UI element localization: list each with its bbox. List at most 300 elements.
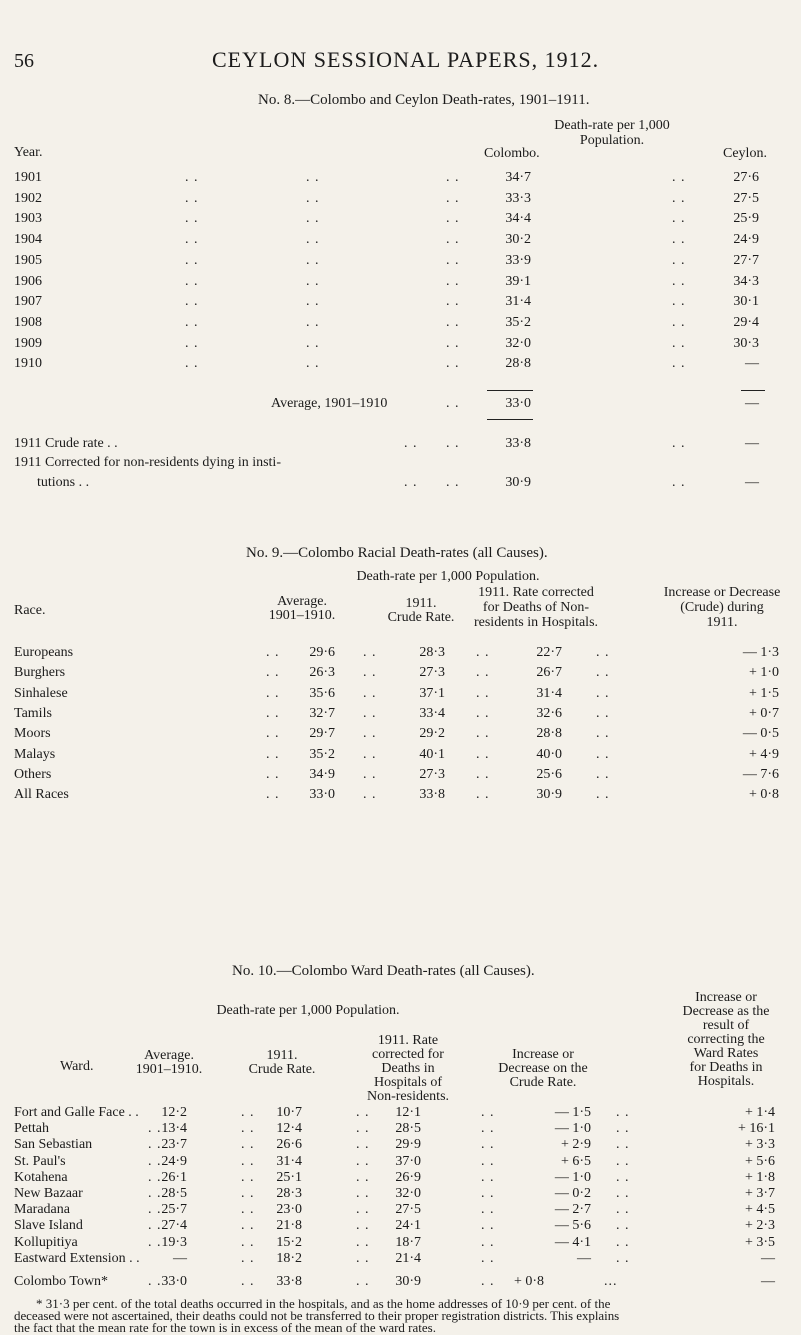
leader-dots: . . — [476, 746, 490, 762]
leader-dots: . . — [241, 1153, 255, 1169]
corrected-rate-cell: 24·1 — [395, 1218, 421, 1234]
average-cell: 29·7 — [309, 726, 335, 742]
leader-dots: . . — [616, 1202, 630, 1218]
leader-dots: . . — [356, 1105, 370, 1120]
average-cell: 32·7 — [309, 705, 335, 721]
column-header-ward: Ward. — [60, 1059, 94, 1074]
increase-cell: — 0·5 — [742, 726, 779, 742]
column-header-result-2: Decrease as the — [682, 1004, 770, 1019]
leader-dots: . . — [356, 1250, 370, 1266]
column-header-result: Increase or — [695, 990, 757, 1005]
leader-dots: . . — [148, 1121, 162, 1137]
corrected-rate-cell: 29·9 — [395, 1137, 421, 1153]
leader-dots: . . — [185, 294, 199, 310]
corrected-rate-cell: 27·5 — [395, 1202, 421, 1218]
leader-dots: . . — [672, 335, 686, 351]
colombo-rate-cell: 35·2 — [505, 314, 531, 330]
column-header-crude-rate: Crude Rate. — [387, 610, 455, 625]
column-header-average-years: 1901–1910. — [268, 608, 336, 623]
leader-dots: . . — [241, 1169, 255, 1185]
colombo-rate-cell: 39·1 — [505, 273, 531, 289]
ward-cell: St. Paul's — [14, 1153, 66, 1169]
colombo-rate-cell: 31·4 — [505, 294, 531, 310]
race-cell: Tamils — [14, 705, 52, 721]
leader-dots: . . — [672, 211, 686, 227]
increase-cell: + 4·9 — [748, 746, 779, 762]
leader-dots: . . — [306, 314, 320, 330]
table-8-heading-sub: Population. — [579, 133, 645, 148]
corrected-rate-cell: 37·0 — [395, 1153, 421, 1169]
leader-dots: . . — [672, 190, 686, 206]
year-cell: 1910 — [14, 356, 42, 372]
leader-dots: . . — [446, 475, 460, 490]
leader-dots: . . — [481, 1169, 495, 1185]
leader-dots: . . — [356, 1234, 370, 1250]
leader-dots: . . — [148, 1169, 162, 1185]
ward-cell: Fort and Galle Face . . — [14, 1105, 139, 1120]
corrected-rate-colombo: 30·9 — [505, 475, 531, 490]
leader-dots: . . — [476, 645, 490, 660]
leader-dots: . . — [363, 665, 377, 681]
leader-dots: . . — [672, 232, 686, 248]
leader-dots: . . — [672, 314, 686, 330]
leader-dots: . . — [672, 294, 686, 310]
column-header-corrected-3: residents in Hospitals. — [473, 615, 599, 630]
result-cell: + 5·6 — [744, 1153, 775, 1169]
column-header-increase: Increase or Decrease — [663, 585, 781, 600]
leader-dots: . . — [596, 787, 610, 803]
crude-rate-cell: 23·0 — [276, 1202, 302, 1218]
year-cell: 1909 — [14, 335, 42, 351]
column-header-corrected-4: Hospitals of — [373, 1075, 443, 1090]
increase-cell: + 1·0 — [748, 665, 779, 681]
leader-dots: . . — [148, 1137, 162, 1153]
crude-rate-cell: 27·3 — [419, 665, 445, 681]
colombo-rate-cell: 32·0 — [505, 335, 531, 351]
total-average: 33·0 — [161, 1274, 187, 1289]
year-cell: 1903 — [14, 211, 42, 227]
leader-dots: . . — [481, 1218, 495, 1234]
leader-dots: . . — [185, 252, 199, 268]
leader-dots: . . — [616, 1137, 630, 1153]
leader-dots: . . — [596, 685, 610, 701]
result-cell: + 2·3 — [744, 1218, 775, 1234]
ceylon-rate-cell: 34·3 — [733, 273, 759, 289]
leader-dots: . . — [481, 1234, 495, 1250]
leader-dots: . . — [446, 170, 460, 185]
race-cell: Europeans — [14, 645, 74, 660]
leader-dots: . . — [241, 1105, 255, 1120]
column-header-increase: Increase or — [512, 1047, 574, 1062]
leader-dots: . . — [596, 645, 610, 660]
leader-dots: . . — [363, 685, 377, 701]
column-header-result-6: for Deaths in — [689, 1060, 763, 1075]
ward-cell: Eastward Extension . . — [14, 1250, 140, 1266]
corrected-rate-cell: 32·0 — [395, 1186, 421, 1201]
leader-dots: . . — [266, 787, 280, 803]
corrected-rate-cell: 28·5 — [395, 1121, 421, 1137]
total-ward: Colombo Town* — [14, 1274, 109, 1289]
column-header-average: Average. — [144, 1048, 194, 1063]
leader-dots: . . — [616, 1234, 630, 1250]
increase-cell: — 5·6 — [554, 1218, 591, 1234]
corrected-rate-cell: 31·4 — [536, 685, 562, 701]
leader-dots: . . — [616, 1105, 630, 1120]
average-cell: 27·4 — [161, 1218, 187, 1234]
leader-dots: . . — [306, 170, 320, 185]
divider — [487, 419, 533, 420]
column-header-increase-2: Decrease on the — [498, 1061, 588, 1076]
corrected-rate-cell: 40·0 — [536, 746, 562, 762]
leader-dots: . . — [363, 746, 377, 762]
column-header-race: Race. — [14, 603, 46, 618]
leader-dots: . . — [481, 1186, 495, 1201]
column-header-corrected-2: for Deaths of Non- — [482, 600, 590, 615]
leader-dots: . . — [148, 1234, 162, 1250]
average-label: Average, 1901–1910 — [271, 396, 388, 411]
crude-rate-colombo: 33·8 — [505, 436, 531, 451]
leader-dots: . . — [446, 211, 460, 227]
leader-dots: . . — [616, 1250, 630, 1266]
leader-dots: . . — [672, 436, 686, 451]
increase-cell: — 4·1 — [554, 1234, 591, 1250]
crude-rate-cell: 25·1 — [276, 1169, 302, 1185]
leader-dots: . . — [241, 1250, 255, 1266]
increase-cell: — 0·2 — [554, 1186, 591, 1201]
corrected-rate-cell: 22·7 — [536, 645, 562, 660]
footnote-line-3: the fact that the mean rate for the town is in excess of the mean of the ward rates. — [14, 1320, 436, 1335]
leader-dots: . . — [266, 645, 280, 660]
average-cell: 34·9 — [309, 766, 335, 782]
result-cell: + 3·5 — [744, 1234, 775, 1250]
leader-dots: . . — [672, 252, 686, 268]
leader-dots: . . — [306, 294, 320, 310]
column-header-colombo: Colombo. — [484, 146, 540, 161]
page-number: 56 — [14, 50, 34, 72]
ward-cell: Maradana — [14, 1202, 70, 1218]
leader-dots: . . — [266, 766, 280, 782]
leader-dots: . . — [481, 1202, 495, 1218]
leader-dots: . . — [306, 190, 320, 206]
result-cell: + 4·5 — [744, 1202, 775, 1218]
crude-rate-label: 1911 Crude rate . . — [14, 436, 118, 451]
average-cell: 26·3 — [309, 665, 335, 681]
leader-dots: . . — [306, 335, 320, 351]
crude-rate-cell: 15·2 — [276, 1234, 302, 1250]
leader-dots: . . — [476, 787, 490, 803]
leader-dots: . . — [446, 232, 460, 248]
leader-dots: . . — [185, 211, 199, 227]
leader-dots: . . — [356, 1274, 370, 1289]
leader-dots: . . — [616, 1186, 630, 1201]
total-corrected: 30·9 — [395, 1274, 421, 1289]
ceylon-rate-cell: 30·1 — [733, 294, 759, 310]
table-10-title: No. 10.—Colombo Ward Death-rates (all Causes). — [232, 963, 535, 979]
column-header-result-7: Hospitals. — [697, 1074, 755, 1089]
ceylon-rate-cell: 27·5 — [733, 190, 759, 206]
leader-dots: . . — [306, 211, 320, 227]
leader-dots: . . — [148, 1218, 162, 1234]
leader-dots: . . — [306, 232, 320, 248]
corrected-rate-cell: 26·9 — [395, 1169, 421, 1185]
colombo-rate-cell: 30·2 — [505, 232, 531, 248]
leader-dots: . . — [356, 1186, 370, 1201]
average-cell: 35·6 — [309, 685, 335, 701]
leader-dots: . . — [266, 665, 280, 681]
year-cell: 1905 — [14, 252, 42, 268]
leader-dots: . . — [596, 726, 610, 742]
colombo-rate-cell: 34·4 — [505, 211, 531, 227]
leader-dots: . . — [185, 190, 199, 206]
column-header-increase-3: 1911. — [706, 615, 738, 630]
leader-dots: . . — [266, 746, 280, 762]
result-cell: + 16·1 — [737, 1121, 775, 1137]
race-cell: Others — [14, 766, 52, 782]
leader-dots: . . — [616, 1121, 630, 1137]
crude-rate-cell: 33·4 — [419, 705, 445, 721]
increase-cell: + 2·9 — [560, 1137, 591, 1153]
result-cell: + 1·4 — [744, 1105, 775, 1120]
colombo-rate-cell: 34·7 — [505, 170, 531, 185]
leader-dots: . . — [148, 1274, 162, 1289]
leader-dots: . . — [148, 1202, 162, 1218]
corrected-rate-cell: 28·8 — [536, 726, 562, 742]
leader-dots: . . — [148, 1186, 162, 1201]
crude-rate-cell: 10·7 — [276, 1105, 302, 1120]
column-header-corrected-3: Deaths in — [381, 1061, 435, 1076]
leader-dots: . . — [476, 726, 490, 742]
average-colombo: 33·0 — [505, 396, 531, 411]
crude-rate-cell: 18·2 — [276, 1250, 302, 1266]
table-8-heading: Death-rate per 1,000 — [554, 118, 670, 133]
race-cell: Sinhalese — [14, 685, 68, 701]
leader-dots: . . — [404, 475, 418, 490]
ceylon-rate-cell: 30·3 — [733, 335, 759, 351]
leader-dots: . . — [596, 746, 610, 762]
ward-cell: San Sebastian — [14, 1137, 93, 1153]
race-cell: All Races — [14, 787, 69, 803]
crude-rate-cell: 12·4 — [276, 1121, 302, 1137]
column-header-result-3: result of — [702, 1018, 750, 1033]
ward-cell: Pettah — [14, 1121, 49, 1137]
corrected-rate-ceylon: — — [745, 475, 759, 490]
average-cell: 13·4 — [161, 1121, 187, 1137]
leader-dots: . . — [481, 1153, 495, 1169]
column-header-result-5: Ward Rates — [693, 1046, 759, 1061]
ceylon-rate-cell: 24·9 — [733, 232, 759, 248]
leader-dots: . . — [266, 726, 280, 742]
leader-dots: . . — [446, 356, 460, 372]
race-cell: Burghers — [14, 665, 66, 681]
leader-dots: . . — [266, 685, 280, 701]
leader-dots: . . — [446, 314, 460, 330]
leader-dots: . . — [446, 436, 460, 451]
increase-cell: + 6·5 — [560, 1153, 591, 1169]
increase-cell: — 1·0 — [554, 1169, 591, 1185]
leader-dots: . . — [616, 1169, 630, 1185]
leader-dots: . . — [481, 1137, 495, 1153]
increase-cell: — 2·7 — [554, 1202, 591, 1218]
leader-dots: . . — [672, 356, 686, 372]
average-cell: 12·2 — [161, 1105, 187, 1120]
column-header-corrected: 1911. Rate — [377, 1033, 439, 1048]
ward-cell: Kollupitiya — [14, 1234, 78, 1250]
leader-dots: . . — [356, 1169, 370, 1185]
race-cell: Malays — [14, 746, 56, 762]
year-cell: 1901 — [14, 170, 42, 185]
column-header-year: Year. — [14, 145, 43, 160]
corrected-rate-cell: 21·4 — [395, 1250, 421, 1266]
year-cell: 1907 — [14, 294, 42, 310]
leader-dots: . . — [616, 1218, 630, 1234]
result-cell: + 3·7 — [744, 1186, 775, 1201]
increase-cell: + 0·8 — [748, 787, 779, 803]
column-header-average: Average. — [277, 594, 327, 609]
increase-cell: — 1·3 — [742, 645, 779, 660]
table-8-title: No. 8.—Colombo and Ceylon Death-rates, 1901–1911. — [258, 92, 590, 108]
colombo-rate-cell: 28·8 — [505, 356, 531, 372]
increase-cell: — 1·5 — [554, 1105, 591, 1120]
average-cell: 35·2 — [309, 746, 335, 762]
average-cell: 26·1 — [161, 1169, 187, 1185]
leader-dots: . . — [363, 766, 377, 782]
leader-dots: . . — [185, 356, 199, 372]
increase-cell: — 1·0 — [554, 1121, 591, 1137]
corrected-rate-cell: 30·9 — [536, 787, 562, 803]
leader-dots: . . — [306, 356, 320, 372]
column-header-corrected-2: corrected for — [372, 1047, 444, 1062]
average-cell: 33·0 — [309, 787, 335, 803]
leader-dots: . . — [446, 294, 460, 310]
leader-dots: . . — [185, 232, 199, 248]
result-cell: + 3·3 — [744, 1137, 775, 1153]
leader-dots: . . — [672, 475, 686, 490]
ceylon-rate-cell: — — [745, 356, 759, 372]
average-ceylon: — — [745, 396, 759, 411]
leader-dots: . . — [363, 787, 377, 803]
ceylon-rate-cell: 29·4 — [733, 314, 759, 330]
column-header-increase-3: Crude Rate. — [509, 1075, 577, 1090]
leader-dots: . . — [672, 170, 686, 185]
total-result: — — [761, 1274, 775, 1289]
divider — [741, 390, 765, 391]
column-header-result-4: correcting the — [687, 1032, 765, 1047]
leader-dots: . . — [306, 252, 320, 268]
leader-dots: . . — [481, 1105, 495, 1120]
ceylon-rate-cell: 27·7 — [733, 252, 759, 268]
column-header-increase-2: (Crude) during — [680, 600, 764, 615]
leader-dots: . . — [241, 1186, 255, 1201]
increase-cell: — — [577, 1250, 591, 1266]
ceylon-rate-cell: 25·9 — [733, 211, 759, 227]
leader-dots: . . — [306, 273, 320, 289]
leader-dots: . . — [363, 645, 377, 660]
crude-rate-cell: 21·8 — [276, 1218, 302, 1234]
table-10-subtitle: Death-rate per 1,000 Population. — [216, 1003, 400, 1018]
leader-dots: . . — [356, 1137, 370, 1153]
leader-dots: . . — [481, 1250, 495, 1266]
column-header-corrected: 1911. Rate corrected — [478, 585, 594, 600]
result-cell: — — [761, 1250, 775, 1266]
crude-rate-cell: 27·3 — [419, 766, 445, 782]
leader-dots: . . — [266, 705, 280, 721]
average-cell: 29·6 — [309, 645, 335, 660]
column-header-ceylon: Ceylon. — [723, 146, 767, 161]
crude-rate-cell: 31·4 — [276, 1153, 302, 1169]
leader-dots: . . — [476, 766, 490, 782]
leader-dots: . . — [476, 665, 490, 681]
leader-dots: . . — [356, 1218, 370, 1234]
leader-dots: . . — [241, 1274, 255, 1289]
leader-dots: . . — [481, 1274, 495, 1289]
leader-dots: . . — [185, 335, 199, 351]
column-header-crude: 1911. — [405, 596, 437, 611]
leader-dots: . . — [481, 1121, 495, 1137]
ceylon-rate-cell: 27·6 — [733, 170, 759, 185]
average-cell: 28·5 — [161, 1186, 187, 1201]
crude-rate-ceylon: — — [745, 436, 759, 451]
leader-dots: . . — [404, 436, 418, 451]
leader-dots: . . — [596, 766, 610, 782]
footnote-line-2: deceased were not ascertained, their deaths could not be transferred to their proper registration districts. This explains — [14, 1308, 620, 1323]
table-9-title: No. 9.—Colombo Racial Death-rates (all Causes). — [246, 545, 548, 561]
leader-dots: . . — [672, 273, 686, 289]
average-cell: 25·7 — [161, 1202, 187, 1218]
column-header-crude-rate: Crude Rate. — [248, 1062, 316, 1077]
leader-dots: . . — [596, 665, 610, 681]
year-cell: 1908 — [14, 314, 42, 330]
leader-dots: . . — [185, 314, 199, 330]
table-9-subtitle: Death-rate per 1,000 Population. — [356, 569, 540, 584]
ward-cell: Slave Island — [14, 1218, 83, 1234]
colombo-rate-cell: 33·3 — [505, 190, 531, 206]
leader-dots: . . — [476, 685, 490, 701]
leader-dots: . . — [446, 273, 460, 289]
corrected-rate-label-cont: tutions . . — [37, 475, 90, 490]
leader-dots: . . — [356, 1153, 370, 1169]
colombo-rate-cell: 33·9 — [505, 252, 531, 268]
column-header-crude: 1911. — [266, 1048, 298, 1063]
crude-rate-cell: 33·8 — [419, 787, 445, 803]
corrected-rate-cell: 12·1 — [395, 1105, 421, 1120]
crude-rate-cell: 26·6 — [276, 1137, 302, 1153]
increase-cell: + 1·5 — [748, 685, 779, 701]
column-header-average-years: 1901–1910. — [135, 1062, 203, 1077]
total-increase: + 0·8 — [514, 1274, 545, 1289]
crude-rate-cell: 29·2 — [419, 726, 445, 742]
running-title: CEYLON SESSIONAL PAPERS, 1912. — [212, 47, 600, 72]
corrected-rate-cell: 26·7 — [536, 665, 562, 681]
leader-dots: . . — [616, 1153, 630, 1169]
crude-rate-cell: 28·3 — [419, 645, 445, 660]
leader-dots: . . — [356, 1202, 370, 1218]
result-cell: + 1·8 — [744, 1169, 775, 1185]
year-cell: 1906 — [14, 273, 42, 289]
leader-dots: . . — [241, 1137, 255, 1153]
crude-rate-cell: 28·3 — [276, 1186, 302, 1201]
leader-dots: . . — [241, 1202, 255, 1218]
crude-rate-cell: 40·1 — [419, 746, 445, 762]
leader-dots: . . — [363, 726, 377, 742]
leader-dots: . . — [596, 705, 610, 721]
increase-cell: — 7·6 — [742, 766, 779, 782]
leader-dots: . . — [185, 170, 199, 185]
average-cell: — — [173, 1250, 187, 1266]
ward-cell: New Bazaar — [14, 1186, 83, 1201]
footnote: * 31·3 per cent. of the total deaths occurred in the hospitals, and as the home addresses of 10·9 per cent. of the — [36, 1296, 611, 1311]
leader-dots: . . — [446, 190, 460, 206]
ward-cell: Kotahena — [14, 1169, 68, 1185]
